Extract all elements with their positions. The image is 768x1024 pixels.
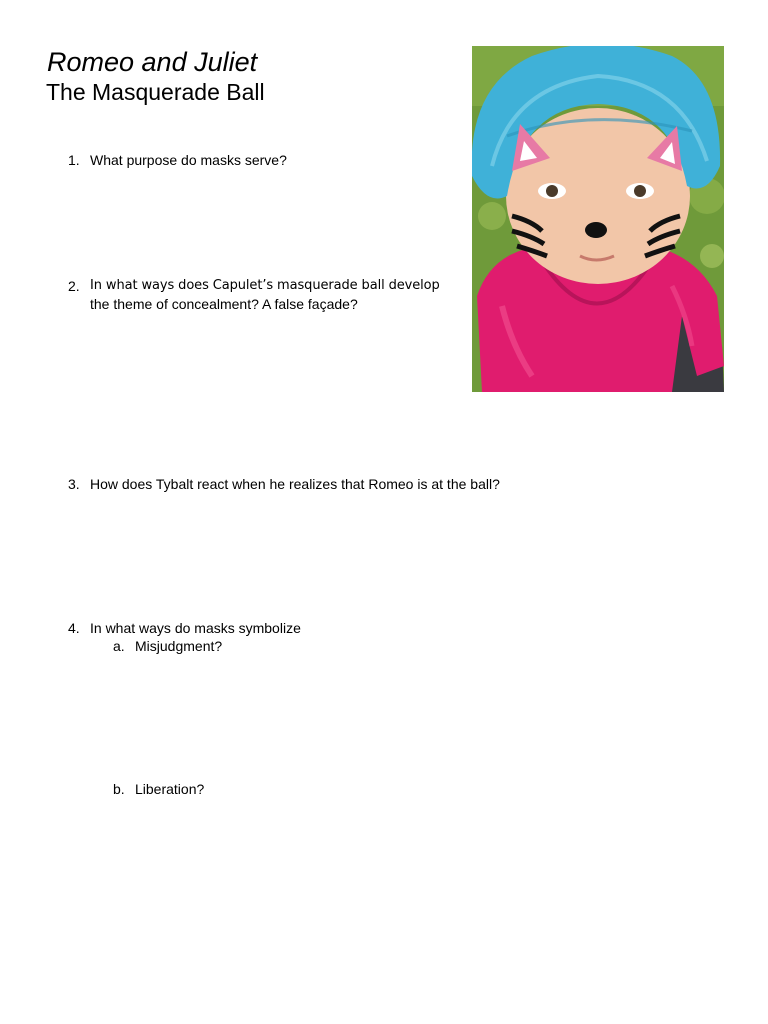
question-number: 1.: [68, 152, 80, 168]
question-number: 2.: [68, 278, 80, 294]
child-face-paint-photo: [472, 46, 724, 392]
document-title: Romeo and Juliet: [47, 47, 258, 77]
subquestion-text: Liberation?: [135, 781, 205, 797]
question-text: How does Tybalt react when he realizes that Romeo is at the ball?: [90, 476, 500, 492]
subquestion-letter: a.: [113, 638, 125, 654]
subquestion-text: Misjudgment?: [135, 638, 223, 654]
question-text-line-2: the theme of concealment? A false façade?: [90, 296, 358, 312]
question-text: What purpose do masks serve?: [90, 152, 287, 168]
question-number: 3.: [68, 476, 80, 492]
question-number: 4.: [68, 620, 80, 636]
subquestion-letter: b.: [113, 781, 125, 797]
document-subtitle: The Masquerade Ball: [46, 79, 265, 105]
question-text-line-1: In what ways does Capulet’s masquerade ball develop: [90, 278, 440, 293]
question-text: In what ways do masks symbolize: [90, 620, 301, 636]
